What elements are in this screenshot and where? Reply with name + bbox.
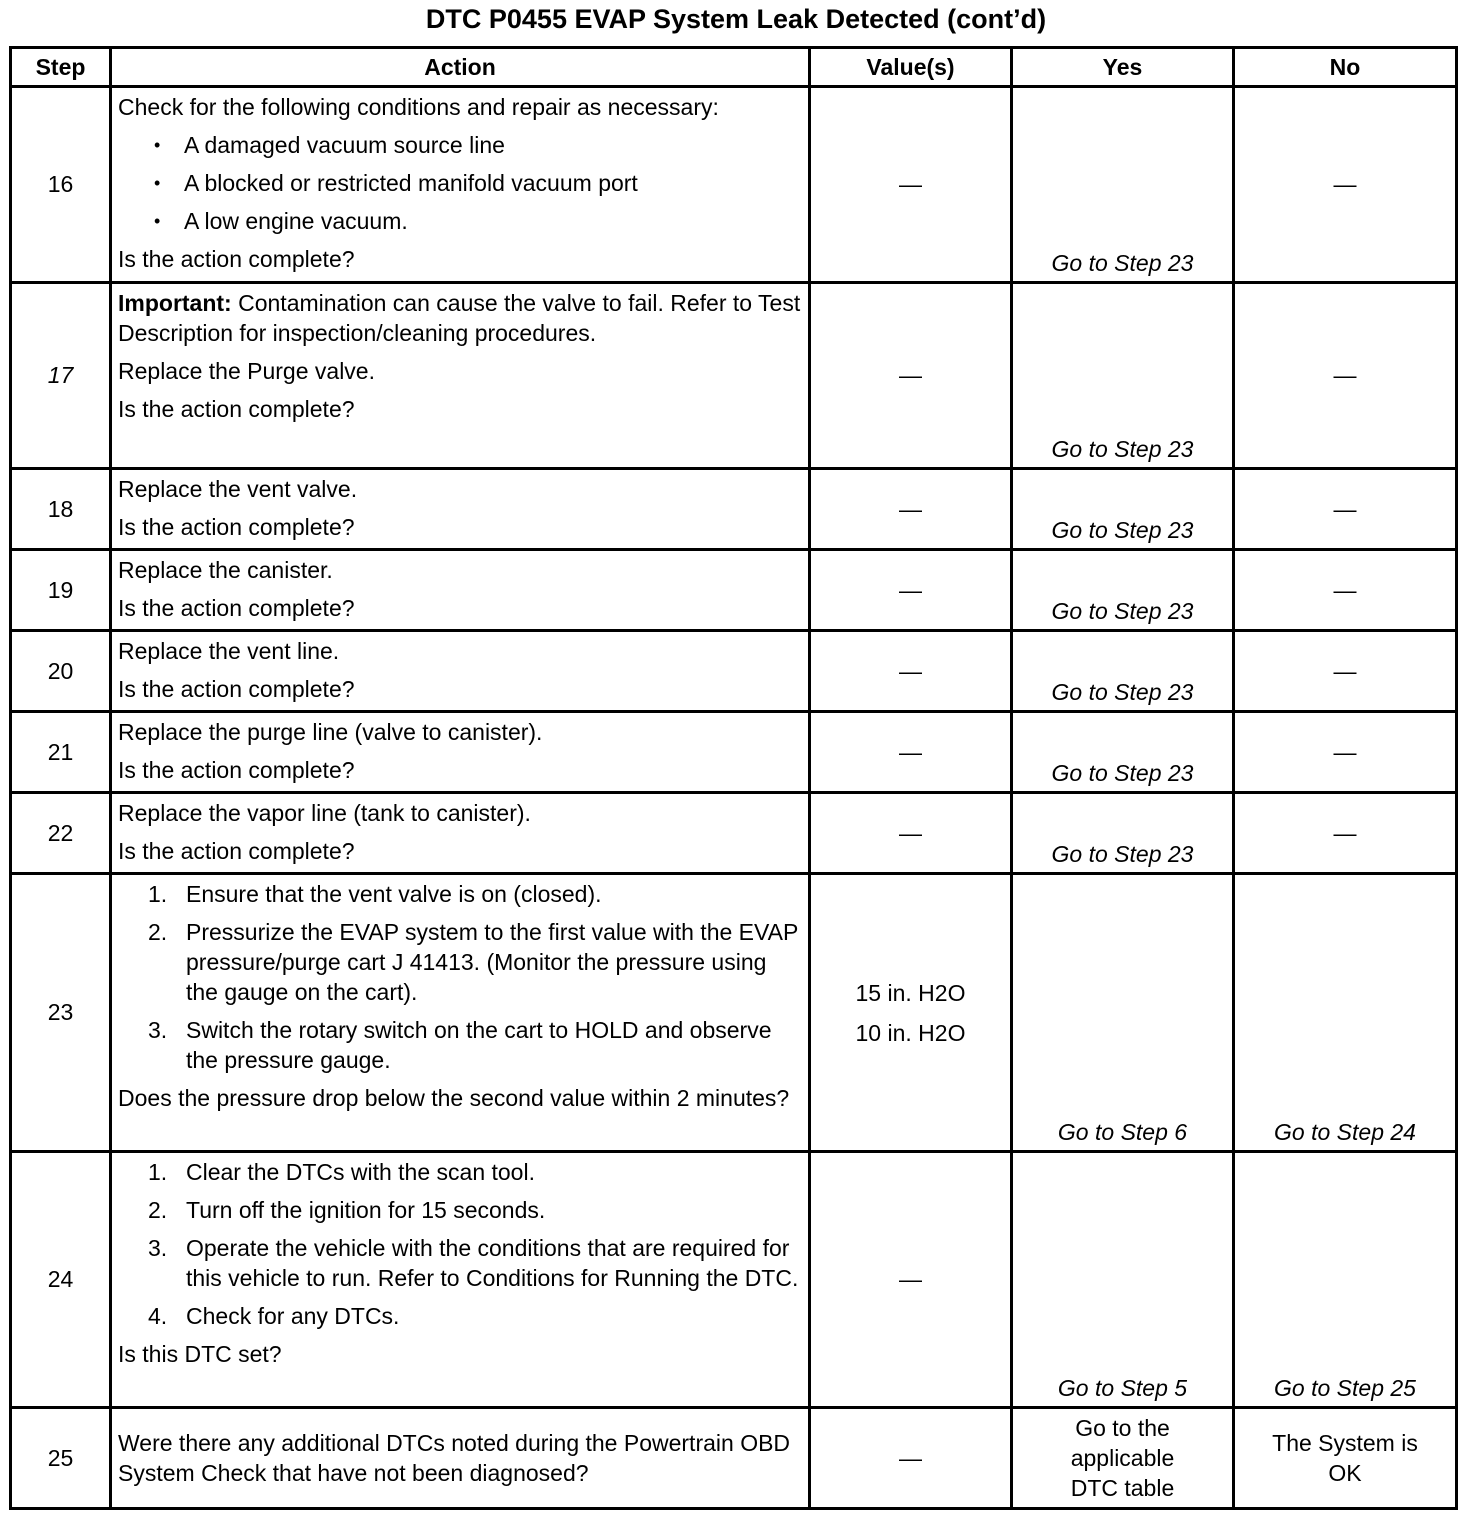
step-number: 24 [11,1152,111,1408]
action-cell [111,793,810,874]
action-intro: Check for the following conditions and repair as necessary: [118,94,719,120]
no-cell: — [1234,631,1457,712]
yes-cell: Go to Step 23 [1012,283,1234,469]
yes-cell: Go to Step 23 [1012,712,1234,793]
condition-list [118,130,802,236]
yes-cell: Go to Step 23 [1012,87,1234,283]
list-item: 4. Check for any DTCs. [148,1303,400,1329]
value-cell: — [810,631,1012,712]
yes-cell: Go to Step 23 [1012,631,1234,712]
list-item: 1. Ensure that the vent valve is on (closed). [148,881,602,907]
list-item: • A blocked or restricted manifold vacuum port [154,168,802,198]
action-question: Is the action complete? [118,514,355,540]
value-cell: — [810,1408,1012,1509]
value-cell: — [810,793,1012,874]
action-cell [111,87,810,283]
step-number: 23 [11,874,111,1152]
list-item: 3. Switch the rotary switch on the cart to HOLD and observe the pressure gauge. [148,1017,772,1073]
list-item: 1. Clear the DTCs with the scan tool. [148,1159,535,1185]
yes-cell [1012,1408,1234,1509]
action-question: Is the action complete? [118,246,355,272]
list-item: • A low engine vacuum. [154,206,802,236]
yes-cell: Go to Step 6 [1012,874,1234,1152]
table-row [11,283,1457,469]
no-cell: Go to Step 25 [1234,1152,1457,1408]
no-cell: Go to Step 24 [1234,874,1457,1152]
table-row [11,874,1457,1152]
no-cell: — [1234,469,1457,550]
value-cell: — [810,712,1012,793]
table-row [11,793,1457,874]
page-title: DTC P0455 EVAP System Leak Detected (cont’d) [425,4,1047,34]
table-row [11,1408,1457,1509]
list-item: 3. Operate the vehicle with the conditions that are required for this vehicle to run. Refer to Conditions for Running the DTC. [148,1235,799,1291]
yes-cell: Go to Step 23 [1012,793,1234,874]
important-note [118,288,802,348]
step-number: 21 [11,712,111,793]
no-cell: — [1234,283,1457,469]
header-no: No [1234,48,1457,87]
value-cell: — [810,1152,1012,1408]
action-cell [111,1408,810,1509]
step-number: 22 [11,793,111,874]
no-cell: — [1234,793,1457,874]
table-row [11,631,1457,712]
step-number: 25 [11,1408,111,1509]
action-cell [111,283,810,469]
header-action: Action [111,48,810,87]
action-question: Were there any additional DTCs noted during the Powertrain OBD System Check that have not been diagnosed? [118,1430,791,1486]
no-cell: — [1234,550,1457,631]
action-cell [111,550,810,631]
no-cell: — [1234,87,1457,283]
action-question: Is the action complete? [118,838,355,864]
step-number: 19 [11,550,111,631]
action-question: Is the action complete? [118,676,355,702]
table-row [11,712,1457,793]
important-label: Important: [118,290,232,316]
value-second: 10 in. H2O [855,1019,966,1046]
header-yes: Yes [1012,48,1234,87]
value-cell: — [810,283,1012,469]
value-cell [810,874,1012,1152]
action-line: Replace the canister. [118,557,333,583]
step-number: 16 [11,87,111,283]
action-line: Replace the Purge valve. [118,358,375,384]
action-line: Replace the purge line (valve to canister). [118,719,543,745]
action-question: Is the action complete? [118,757,355,783]
action-line: Replace the vent line. [118,638,340,664]
action-cell [111,1152,810,1408]
header-row [11,48,1457,87]
action-question: Does the pressure drop below the second value within 2 minutes? [118,1085,790,1111]
header-step: Step [11,48,111,87]
value-cell: — [810,550,1012,631]
action-question: Is this DTC set? [118,1341,282,1367]
step-number: 18 [11,469,111,550]
action-question: Is the action complete? [118,595,355,621]
procedure-list [118,1157,802,1331]
no-cell [1234,1408,1457,1509]
yes-cell: Go to Step 23 [1012,469,1234,550]
value-first: 15 in. H2O [855,979,966,1006]
diagnostic-table [9,46,1458,1510]
no-text: The System is OK [1272,1430,1418,1486]
table-row [11,87,1457,283]
procedure-list [118,879,802,1075]
step-number: 20 [11,631,111,712]
yes-cell: Go to Step 5 [1012,1152,1234,1408]
action-cell [111,469,810,550]
header-values: Value(s) [810,48,1012,87]
value-cell: — [810,87,1012,283]
list-item: 2. Pressurize the EVAP system to the first value with the EVAP pressure/purge cart J 41413. (Monitor the pressure using the gauge on the cart). [148,919,798,1005]
table-row [11,550,1457,631]
yes-text: Go to the applicable DTC table [1070,1415,1175,1501]
no-cell: — [1234,712,1457,793]
important-text: Contamination can cause the valve to fail. Refer to Test Description for inspection/cleaning procedures. [118,290,801,346]
action-line: Replace the vent valve. [118,476,358,502]
table-row [11,1152,1457,1408]
action-cell [111,874,810,1152]
table-row [11,469,1457,550]
action-cell [111,712,810,793]
list-item: 2. Turn off the ignition for 15 seconds. [148,1197,546,1223]
list-item: • A damaged vacuum source line [154,130,802,160]
action-question: Is the action complete? [118,396,355,422]
value-cell: — [810,469,1012,550]
action-line: Replace the vapor line (tank to canister). [118,800,531,826]
action-cell [111,631,810,712]
yes-cell: Go to Step 23 [1012,550,1234,631]
step-number: 17 [11,283,111,469]
